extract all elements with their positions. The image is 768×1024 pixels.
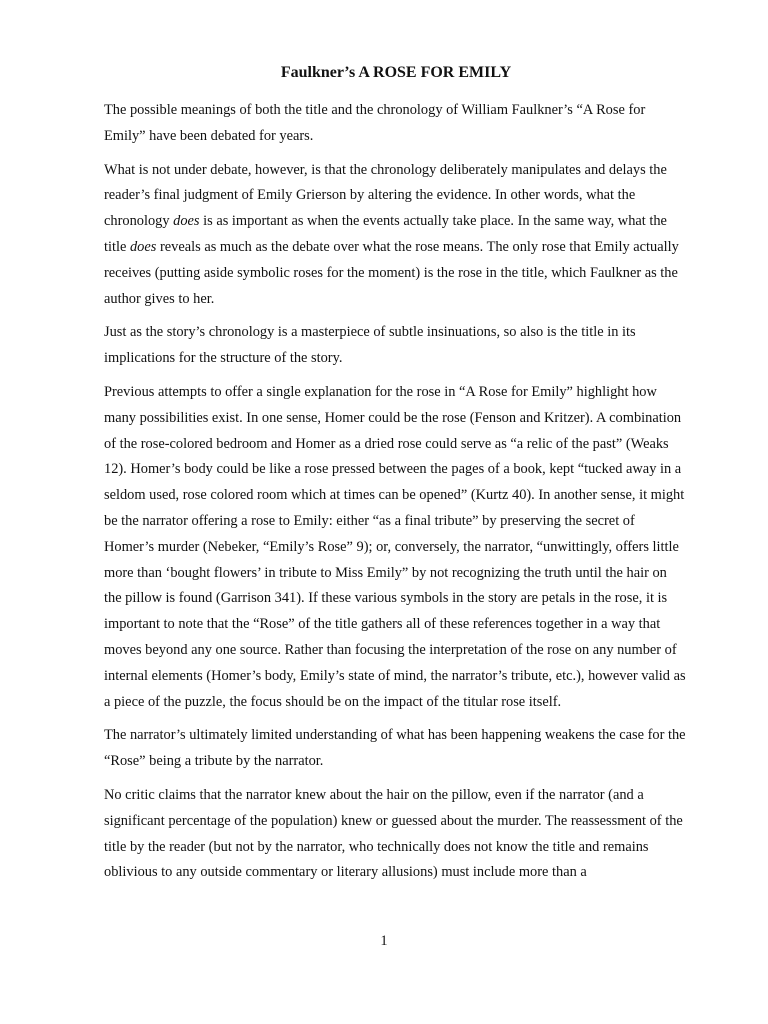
paragraph [104, 723, 688, 775]
document-body [104, 98, 688, 886]
document-title: Faulkner’s A ROSE FOR EMILY [280, 64, 512, 81]
page-number: 1 [380, 933, 388, 949]
text-run: What is not under debate, however, is that the chronology deliberately manipulates and delays the reader’s final judgment of Emily Grierson by altering the evidence. In other words, what the chronology [104, 161, 667, 230]
paragraph [104, 380, 688, 715]
paragraph [104, 320, 688, 372]
text-run: reveals as much as the debate over what the rose means. The only rose that Emily actually receives (putting aside symbolic roses for the moment) is the rose in the title, which Faulkner as the author gives to her. [104, 238, 679, 307]
emphasis-text: does [129, 238, 157, 255]
text-run: Previous attempts to offer a single explanation for the rose in “A Rose for Emily” highlight how many possibilities exist. In one sense, Homer could be the rose (Fenson and Kritzer). A combination of the rose-colored bedroom and Homer as a dried rose could serve as “a relic of the past” (Weaks 12). Homer’s body could be like a rose pressed between the pages of a book, kept “tucked away in a seldom used, rose colored room which at times can be opened” (Kurtz 40). In another sense, it might be the narrator offering a rose to Emily: either “as a final tribute” by preserving the secret of Homer’s murder (Nebeker, “Emily’s Rose” 9); or, conversely, the narrator, “unwittingly, offers little more than ‘bought flowers’ in tribute to Miss Emily” by not recognizing the truth until the hair on the pillow is found (Garrison 341). If these various symbols in the story are petals in the rose, it is important to note that the “Rose” of the title gathers all of these references together in a way that moves beyond any one source. Rather than focusing the interpretation of the rose on any number of internal elements (Homer’s body, Emily’s state of mind, the narrator’s tribute, etc.), however valid as a piece of the puzzle, the focus should be on the impact of the titular rose itself. [104, 383, 686, 710]
document-page [104, 62, 688, 894]
text-run: Just as the story’s chronology is a masterpiece of subtle insinuations, so also is the title in its implications for the structure of the story. [104, 324, 636, 367]
paragraph [104, 98, 688, 150]
text-run: The possible meanings of both the title and the chronology of William Faulkner’s “A Rose for Emily” have been debated for years. [104, 102, 646, 144]
text-run: is as important as when the events actually take place. In the same way, what the title [104, 213, 667, 255]
paragraph [104, 783, 688, 886]
text-run: The narrator’s ultimately limited understanding of what has been happening weakens the case for the “Rose” being a tribute by the narrator. [104, 727, 686, 770]
text-run: No critic claims that the narrator knew about the hair on the pillow, even if the narrator (and a significant percentage of the population) knew or guessed about the murder. The reassessment of the title by the reader (but not by the narrator, who technically does not know the title and remains oblivious to any outside commentary or literary allusions) must include more than a [104, 786, 683, 881]
paragraph [104, 158, 688, 313]
emphasis-text: does [173, 213, 200, 230]
